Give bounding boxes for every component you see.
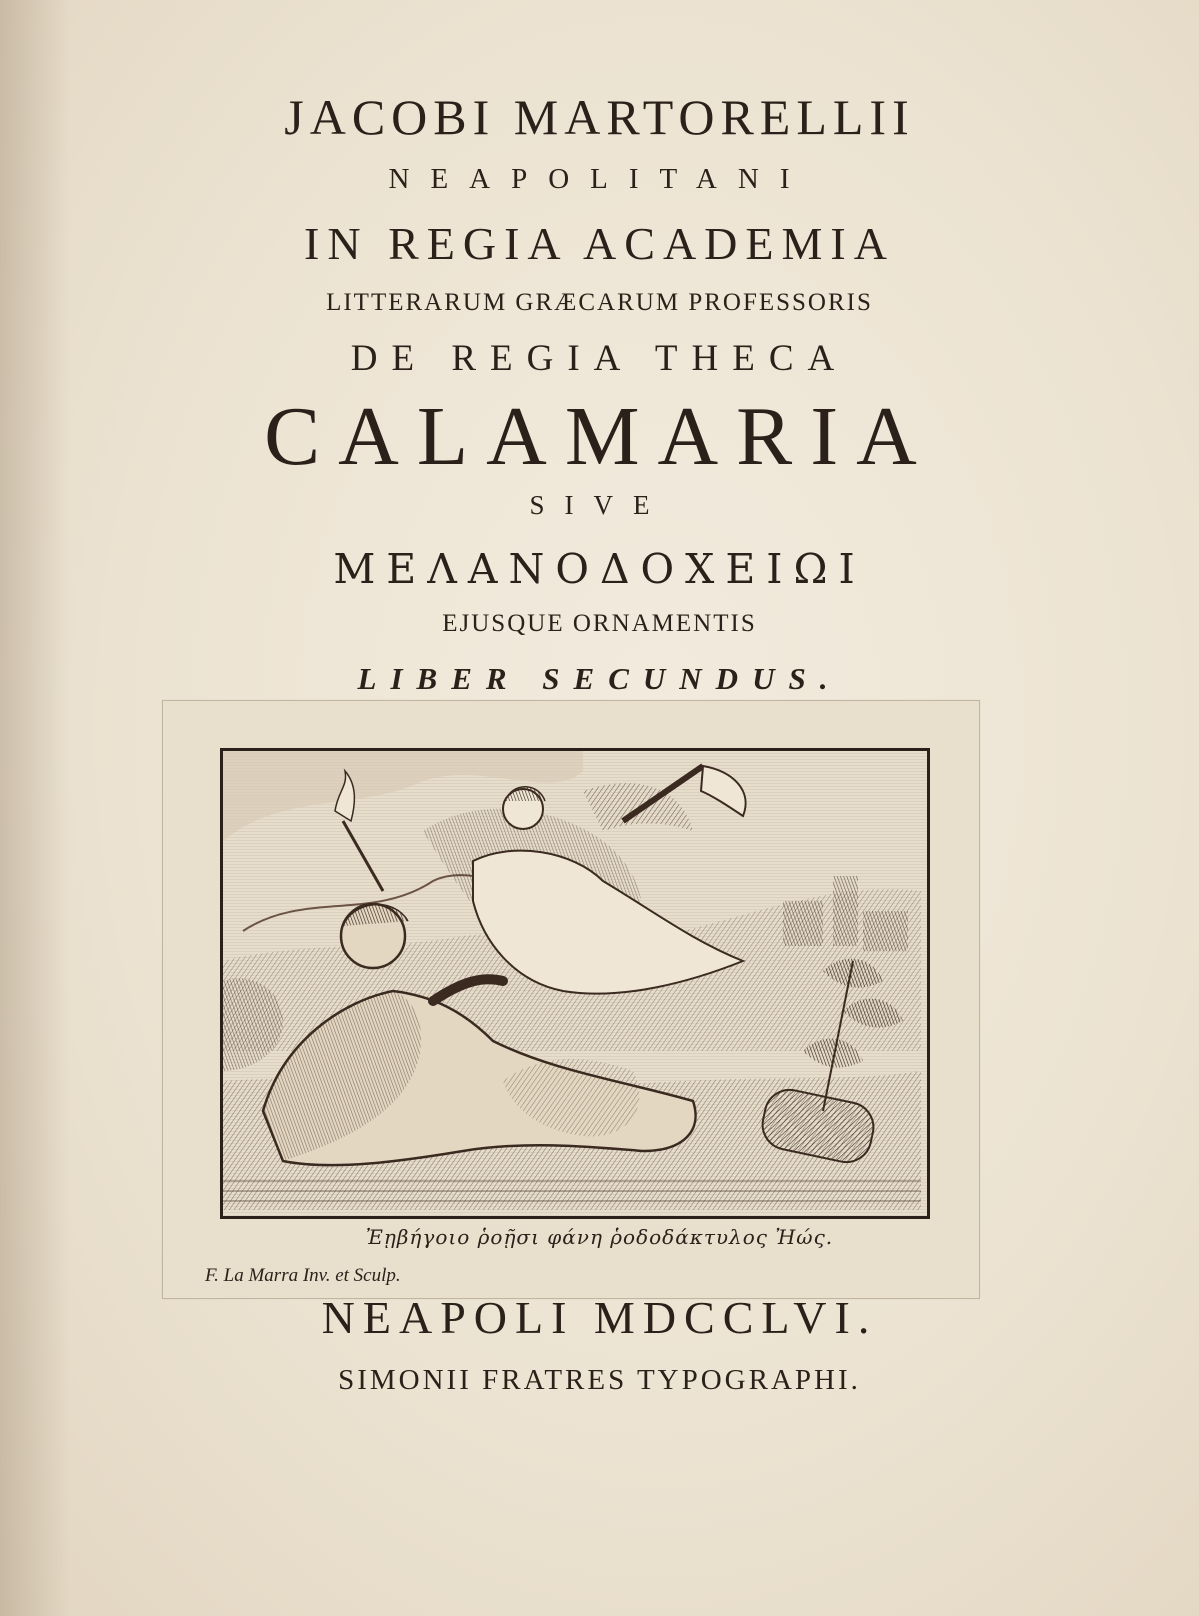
institution-line: IN REGIA ACADEMIA bbox=[304, 218, 895, 269]
engraver-credit: F. La Marra Inv. et Sculp. bbox=[205, 1265, 401, 1286]
origin-line: NEAPOLITANI bbox=[388, 163, 811, 195]
conjunction-line: SIVE bbox=[529, 490, 670, 520]
subject-line: DE REGIA THECA bbox=[350, 338, 849, 379]
main-title: CALAMARIA bbox=[264, 390, 935, 483]
engraving-caption: Ἐῃβήγοιο ῥοῇσι φάνη ῥοδοδάκτυλος Ἠώς. bbox=[365, 1225, 834, 1249]
position-line: LITTERARUM GRÆCARUM PROFESSORIS bbox=[326, 289, 873, 316]
volume-line: LIBER SECUNDUS. bbox=[357, 661, 842, 696]
ornaments-line: EJUSQUE ORNAMENTIS bbox=[442, 610, 757, 637]
author-line: JACOBI MARTORELLII bbox=[284, 89, 915, 145]
imprint-place-date: NEAPOLI MDCCLVI. bbox=[321, 1292, 878, 1343]
greek-title: ΜΕΛΑΝΟΔΟΧΕΙΩΙ bbox=[333, 545, 866, 593]
imprint-printer: SIMONII FRATRES TYPOGRAPHI. bbox=[338, 1364, 861, 1396]
frontispiece-engraving bbox=[220, 748, 930, 1219]
engraving-illustration bbox=[223, 751, 921, 1210]
